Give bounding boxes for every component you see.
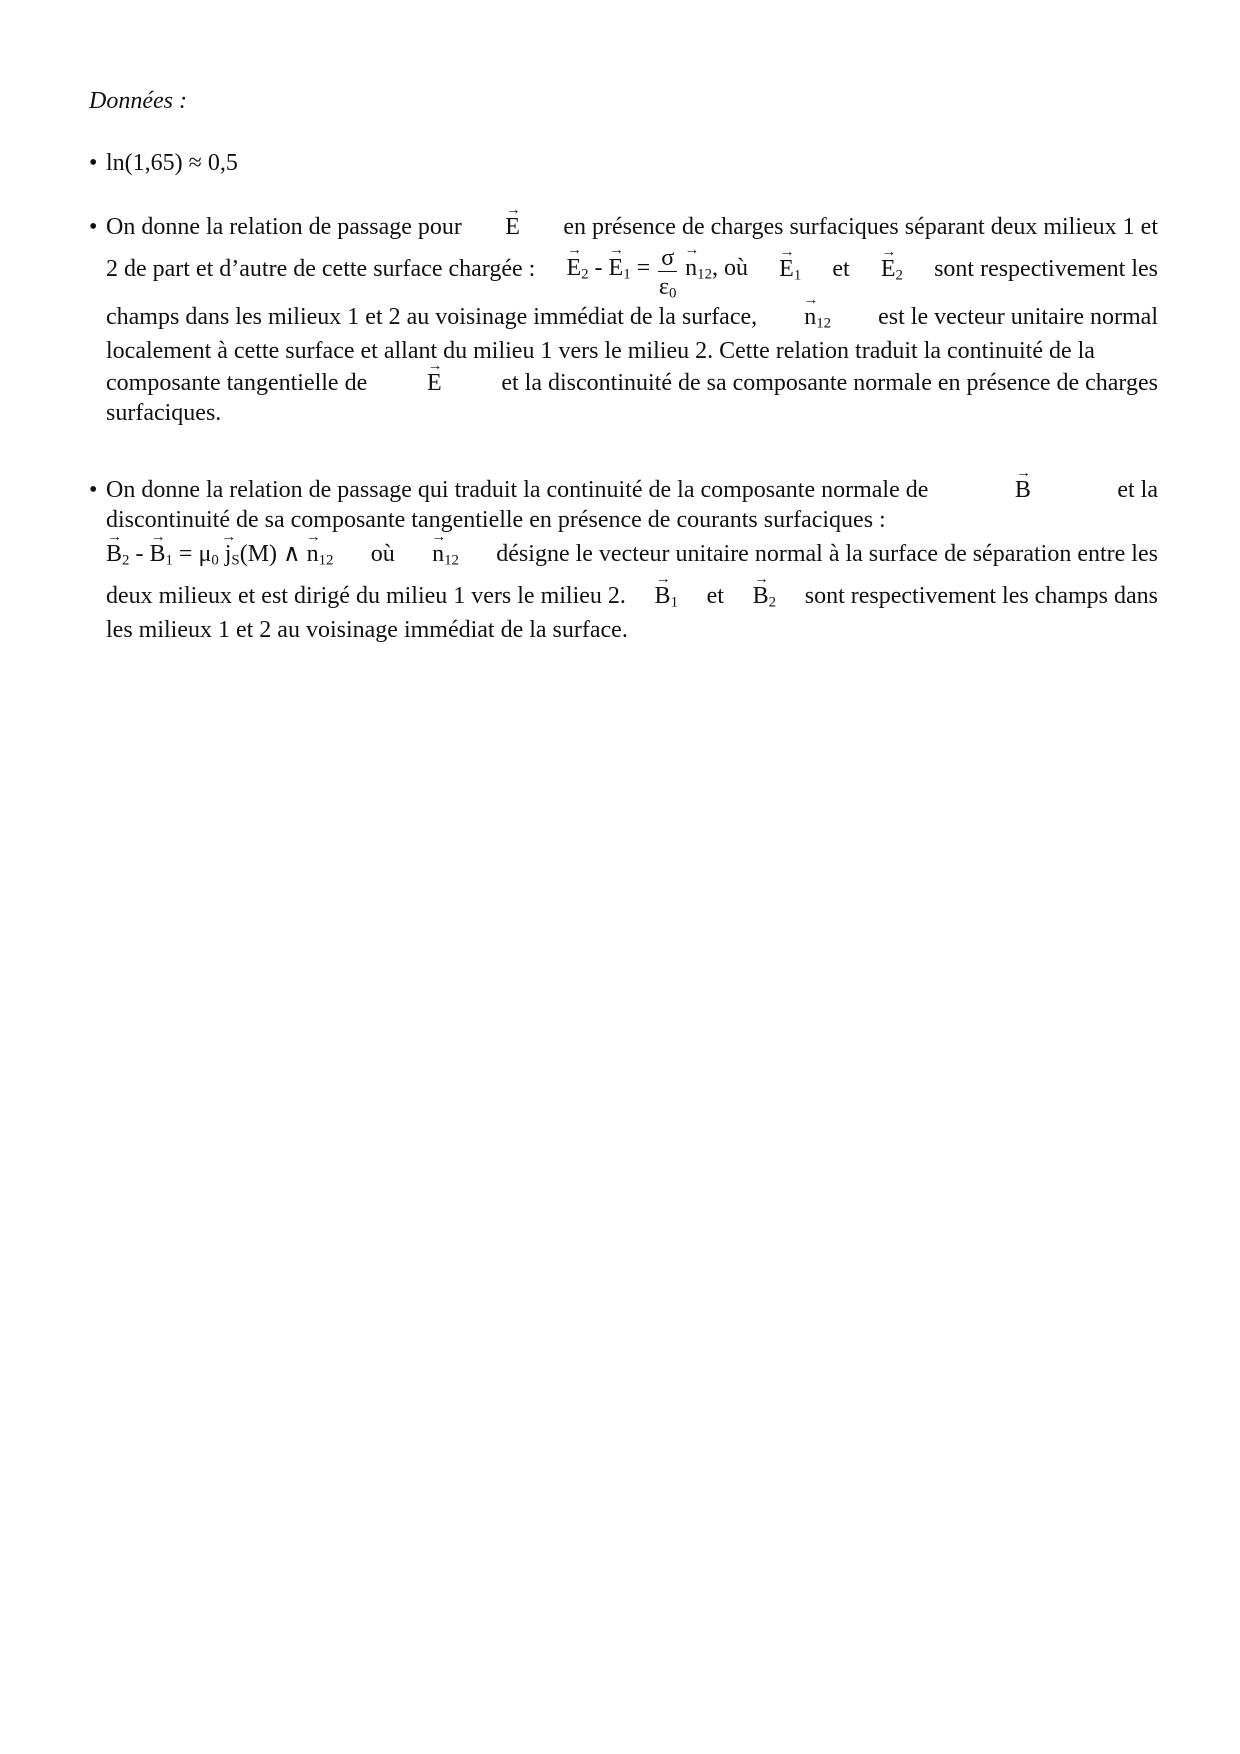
bullet-dot-icon: • bbox=[89, 150, 98, 176]
line: champs dans les milieux 1 et 2 au voisinage immédiat de la surface, → $n_{12}$ est le vecteur unitaire normal bbox=[106, 296, 1158, 336]
vector-E: → E bbox=[427, 368, 442, 398]
equation-line: → $B_2$ - → $B_1 = \mu_0 \to j_S(M)$ ∧ → $n_{12}$ où → $n_{12}$ désigne le vecteur unitaire normal à la surface de séparation entre les bbox=[106, 535, 1158, 577]
vector-n12: → $n_{12}$ bbox=[804, 302, 831, 336]
equation-E-jump: → $E_2$ - → $E_1$ = $\frac{\sigma}{\varepsilon_0}$ → $n_{12}$, où bbox=[566, 241, 748, 298]
ln-approximation: ln(1,65) ≈ 0,5 bbox=[106, 150, 238, 176]
bullet-relation-B bbox=[89, 475, 1158, 645]
line: les milieux 1 et 2 au voisinage immédiat de la surface. bbox=[106, 617, 628, 643]
line: deux milieux et est dirigé du milieu 1 vers le milieu 2. → $B_1$ et → $B_2$ sont respectivement les champs dans bbox=[106, 577, 1158, 615]
line: localement à cette surface et allant du milieu 1 vers le milieu 2. Cette relation traduit la continuité de la bbox=[106, 338, 1095, 364]
line: discontinuité de sa composante tangentielle en présence de courants surfaciques : bbox=[106, 507, 886, 533]
line: On donne la relation de passage qui traduit la continuité de la composante normale de → B et la bbox=[106, 475, 1158, 505]
bullet-dot-icon: • bbox=[89, 477, 98, 503]
equation-B-jump: → $B_2$ - → $B_1 = \mu_0 \to j_S(M)$ ∧ → $n_{12}$ bbox=[106, 539, 333, 577]
fraction-sigma-epsilon: $\frac{\sigma}{\varepsilon_0}$ bbox=[658, 244, 677, 302]
bullet-ln-value bbox=[89, 148, 1158, 178]
bullet-dot-icon: • bbox=[89, 214, 98, 240]
vector-E: → E bbox=[505, 212, 520, 242]
bullet-relation-E bbox=[89, 212, 1158, 428]
equation-line: 2 de part et d’autre de cette surface chargée : → $E_2$ - → $E_1$ = $\frac{\sigma}{\varepsilon_0}$ → $n_{12}$, où → $E_1$ et → $E_2$ sont respectivement les bbox=[106, 242, 1158, 296]
vector-B2: → $B_2$ bbox=[753, 581, 776, 615]
vector-E2: → $E_2$ bbox=[881, 254, 903, 284]
vector-n12: → $n_{12}$ bbox=[432, 539, 459, 577]
vector-B1: → $B_1$ bbox=[655, 581, 678, 615]
vector-E1: → $E_1$ bbox=[779, 254, 801, 284]
line: composante tangentielle de → E et la discontinuité de sa composante normale en présence de charges bbox=[106, 366, 1158, 398]
vector-B: → B bbox=[1015, 475, 1031, 505]
line: surfaciques. bbox=[106, 400, 222, 426]
line: On donne la relation de passage pour → E en présence de charges surfaciques séparant deux milieux 1 et bbox=[106, 212, 1158, 242]
heading-donnees: Données : bbox=[89, 88, 187, 114]
